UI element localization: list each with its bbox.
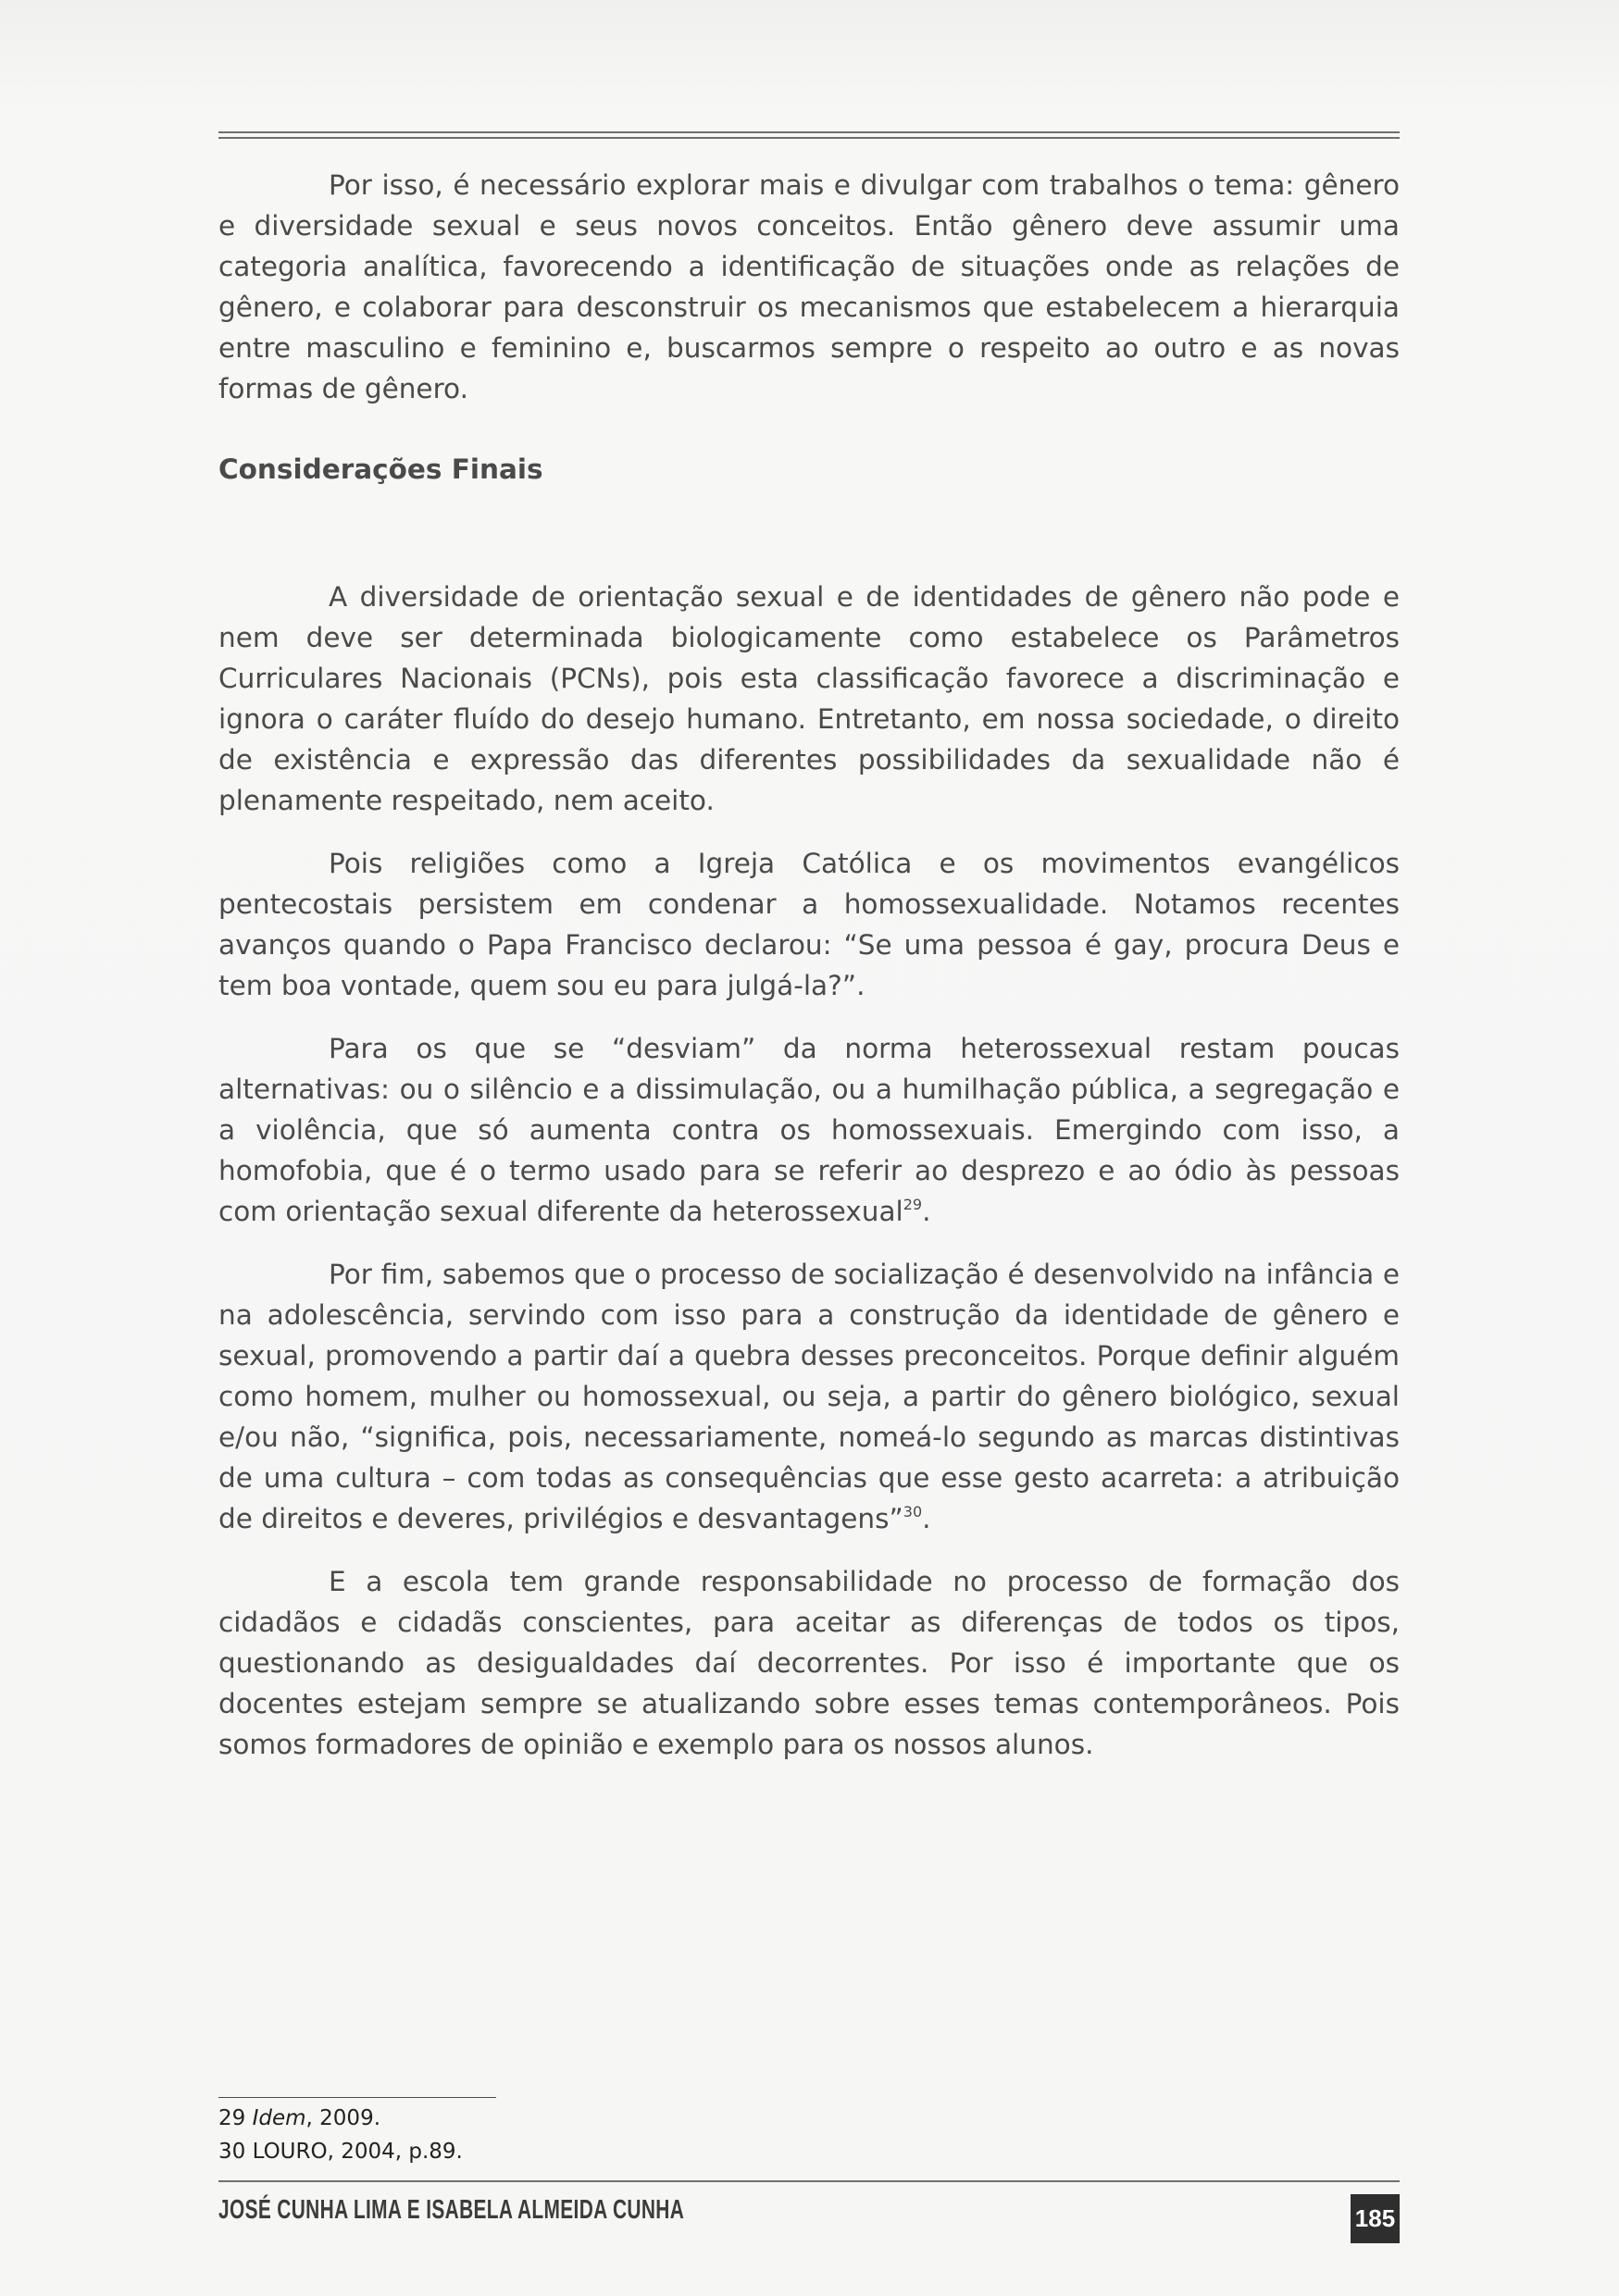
page-number-badge: 185 [1351, 2194, 1400, 2243]
intro-paragraph: Por isso, é necessário explorar mais e divulgar com trabalhos o tema: gênero e diversidade sexual e seus novos conceitos. Então gênero deve assumir uma categoria analítica, favorecendo a identificação de situações onde as relações de gênero, e colaborar para desconstruir os mecanismos que estabelecem a hierarquia entre masculino e feminino e, buscarmos sempre o respeito ao outro e as novas formas de gênero. [218, 169, 1400, 404]
footnote-30: 30 LOURO, 2004, p.89. [218, 2140, 463, 2164]
footer-rule [218, 2180, 1400, 2182]
paragraph-homophobia-text: Para os que se “desviam” da norma heterossexual restam poucas alternativas: ou o silêncio e a dissimulação, ou a humilhação pública, a segregação e a violência, que só aumenta contra os homossexuais. Emergindo com isso, a homofobia, que é o termo usado para se referir ao desprezo e ao ódio às pessoas com orientação sexual diferente da heterossexual [218, 1033, 1400, 1227]
paragraph-diversity: A diversidade de orientação sexual e de identidades de gênero não pode e nem deve ser determinada biologicamente como estabelece os Parâmetros Curriculares Nacionais (PCNs), pois esta classificação favorece a discriminação e ignora o caráter fluído do desejo humano. Entretanto, em nossa sociedade, o direito de existência e expressão das diferentes possibilidades da sexualidade não é plenamente respeitado, nem aceito. [218, 581, 1400, 816]
page-content [218, 165, 1400, 1760]
paragraph-socialization-end: . [922, 1503, 931, 1534]
footnote-29 [218, 2102, 463, 2135]
footnotes [218, 2102, 463, 2168]
footnote-29-italic: Idem [252, 2106, 306, 2130]
conclusion-body [218, 577, 1400, 1765]
paragraph-socialization-text: Por fim, sabemos que o processo de socialização é desenvolvido na infância e na adolescência, servindo com isso para a construção da identidade de gênero e sexual, promovendo a partir daí a quebra desses preconceitos. Porque definir alguém como homem, mulher ou homossexual, ou seja, a partir do gênero biológico, sexual e/ou não, “significa, pois, necessariamente, nomeá-lo segundo as marcas distintivas de uma cultura – com todas as consequências que esse gesto acarreta: a atribuição de direitos e deveres, privilégios e desvantagens” [218, 1259, 1400, 1534]
footnote-ref-29[interactable]: 29 [903, 1196, 923, 1213]
footnote-ref-30[interactable]: 30 [903, 1503, 923, 1520]
paragraph-religions: Pois religiões como a Igreja Católica e os movimentos evangélicos pentecostais persistem em condenar a homossexualidade. Notamos recentes avanços quando o Papa Francisco declarou: “Se uma pessoa é gay, procura Deus e tem boa vontade, quem sou eu para julgá-la?”. [218, 848, 1400, 1001]
paragraph-socialization [218, 1254, 1400, 1539]
paragraph-school: E a escola tem grande responsabilidade no processo de formação dos cidadãos e cidadãs conscientes, para aceitar as diferenças de todos os tipos, questionando as desigualdades daí decorrentes. Por isso é importante que os docentes estejam sempre se atualizando sobre esses temas contemporâneos. Pois somos formadores de opinião e exemplo para os nossos alunos. [218, 1566, 1400, 1760]
paragraph-homophobia-end: . [922, 1196, 931, 1227]
footnote-29-rest: , 2009. [305, 2106, 381, 2130]
header-double-rule [218, 131, 1400, 139]
paragraph-homophobia [218, 1028, 1400, 1232]
footer-authors: JOSÉ CUNHA LIMA E ISABELA ALMEIDA CUNHA [218, 2195, 685, 2225]
section-heading: Considerações Finais [218, 453, 543, 485]
footnote-29-number: 29 [218, 2106, 246, 2130]
footnote-separator [218, 2097, 496, 2098]
